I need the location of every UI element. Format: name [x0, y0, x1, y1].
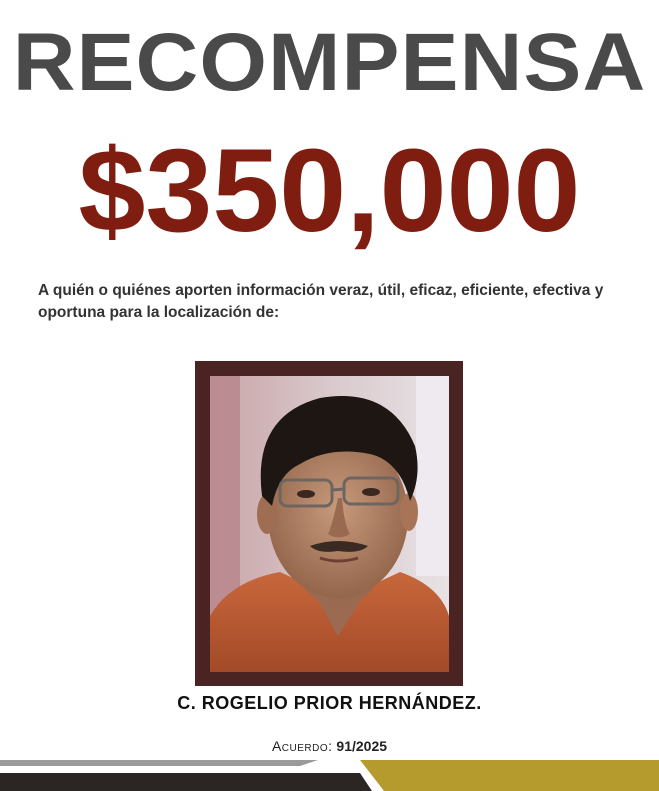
footer-dark-stripe: [0, 773, 372, 791]
reward-title: RECOMPENSA: [12, 17, 647, 108]
agreement-number: 91/2025: [336, 738, 388, 754]
reward-amount: $350,000: [78, 125, 581, 257]
photo-frame: [195, 361, 463, 686]
footer-stripes: [0, 760, 659, 791]
footer-gray-stripe: [0, 760, 318, 766]
agreement-label: Acuerdo:: [271, 738, 333, 754]
wanted-person-name: C. ROGELIO PRIOR HERNÁNDEZ.: [177, 693, 482, 713]
footer-gold-stripe: [360, 760, 659, 791]
suspect-photo: [210, 376, 449, 672]
agreement-line: [0, 738, 659, 754]
reward-description: A quién o quiénes aporten información veraz, útil, eficaz, eficiente, efectiva y oportuna para la localización de:: [38, 282, 604, 321]
